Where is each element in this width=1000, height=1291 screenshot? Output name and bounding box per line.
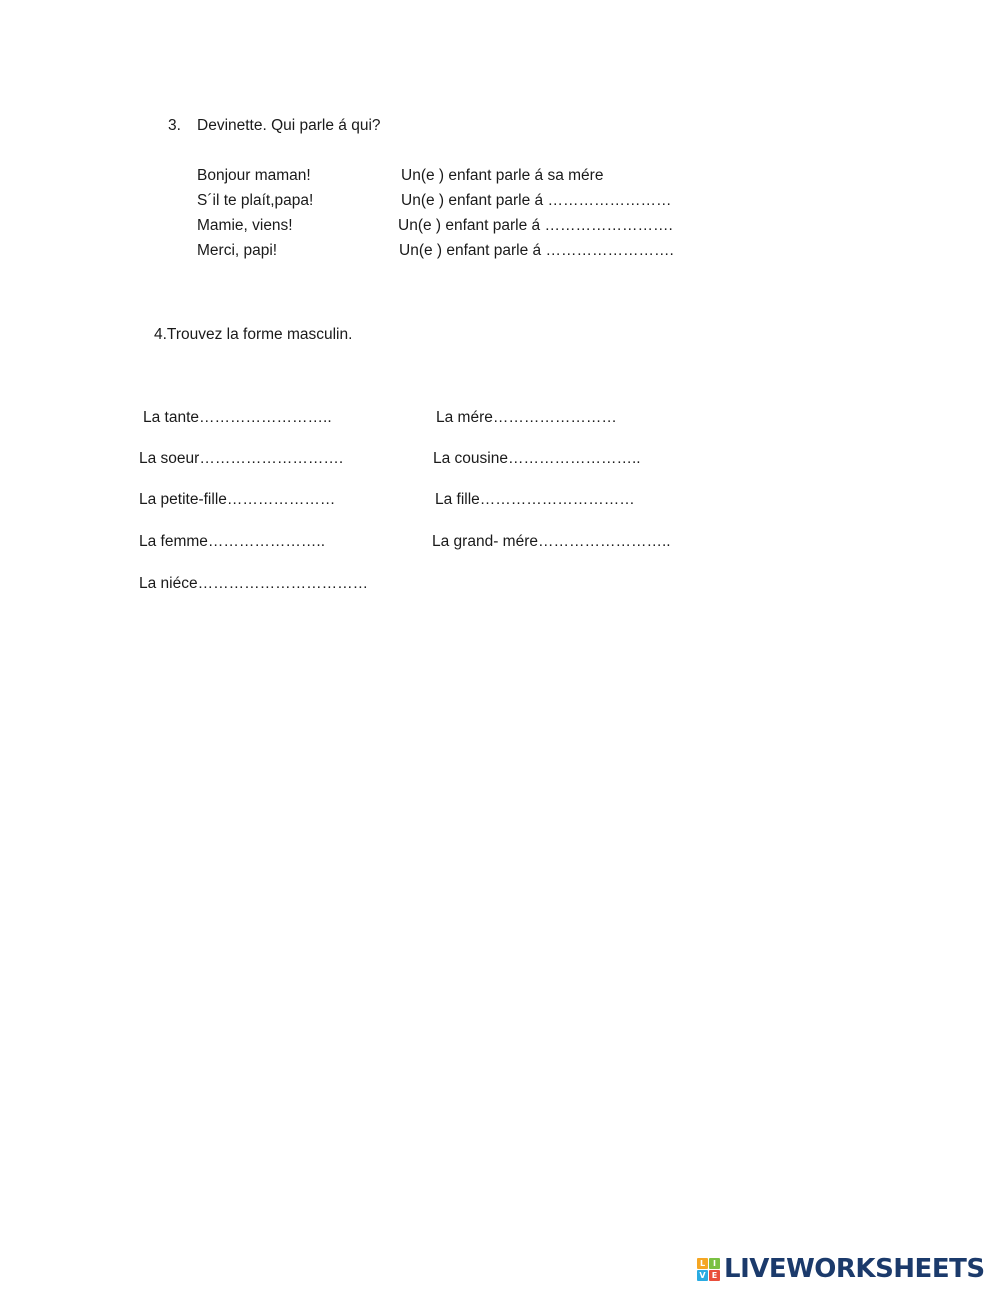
- logo-mark-icon: [697, 1258, 720, 1281]
- logo-mark-letter: I: [709, 1258, 720, 1269]
- masculine-item-fille[interactable]: La fille…………………………: [435, 491, 635, 508]
- riddle-phrase: Bonjour maman!: [197, 167, 311, 184]
- logo-mark-letter: E: [709, 1270, 720, 1281]
- riddle-phrase: Merci, papi!: [197, 242, 278, 259]
- masculine-item-grand-mere[interactable]: La grand- mére……………………..: [432, 533, 671, 550]
- exercise-3-number: 3.: [168, 117, 181, 134]
- riddle-answer: Un(e ) enfant parle á sa mére: [401, 167, 604, 184]
- riddle-phrase: Mamie, viens!: [197, 217, 293, 234]
- masculine-item-soeur[interactable]: La soeur……………………….: [139, 450, 344, 467]
- exercise-3-title: Devinette. Qui parle á qui?: [197, 117, 381, 134]
- masculine-item-niece[interactable]: La niéce……………………………: [139, 575, 369, 592]
- liveworksheets-logo: [697, 1255, 985, 1283]
- riddle-answer[interactable]: Un(e ) enfant parle á ……………………: [401, 192, 672, 209]
- masculine-item-mere[interactable]: La mére……………………: [436, 409, 617, 426]
- riddle-phrase: S´il te plaít,papa!: [197, 192, 314, 209]
- logo-mark-letter: L: [697, 1258, 708, 1269]
- masculine-item-petite-fille[interactable]: La petite-fille…………………: [139, 491, 336, 508]
- masculine-item-cousine[interactable]: La cousine……………………..: [433, 450, 641, 467]
- logo-mark-letter: V: [697, 1270, 708, 1281]
- masculine-item-femme[interactable]: La femme…………………..: [139, 533, 326, 550]
- riddle-answer[interactable]: Un(e ) enfant parle á …………………….: [399, 242, 674, 259]
- riddle-answer[interactable]: Un(e ) enfant parle á …………………….: [398, 217, 673, 234]
- exercise-4-title: 4.Trouvez la forme masculin.: [154, 326, 353, 343]
- logo-text: LIVEWORKSHEETS: [724, 1254, 985, 1284]
- masculine-item-tante[interactable]: La tante……………………..: [143, 409, 332, 426]
